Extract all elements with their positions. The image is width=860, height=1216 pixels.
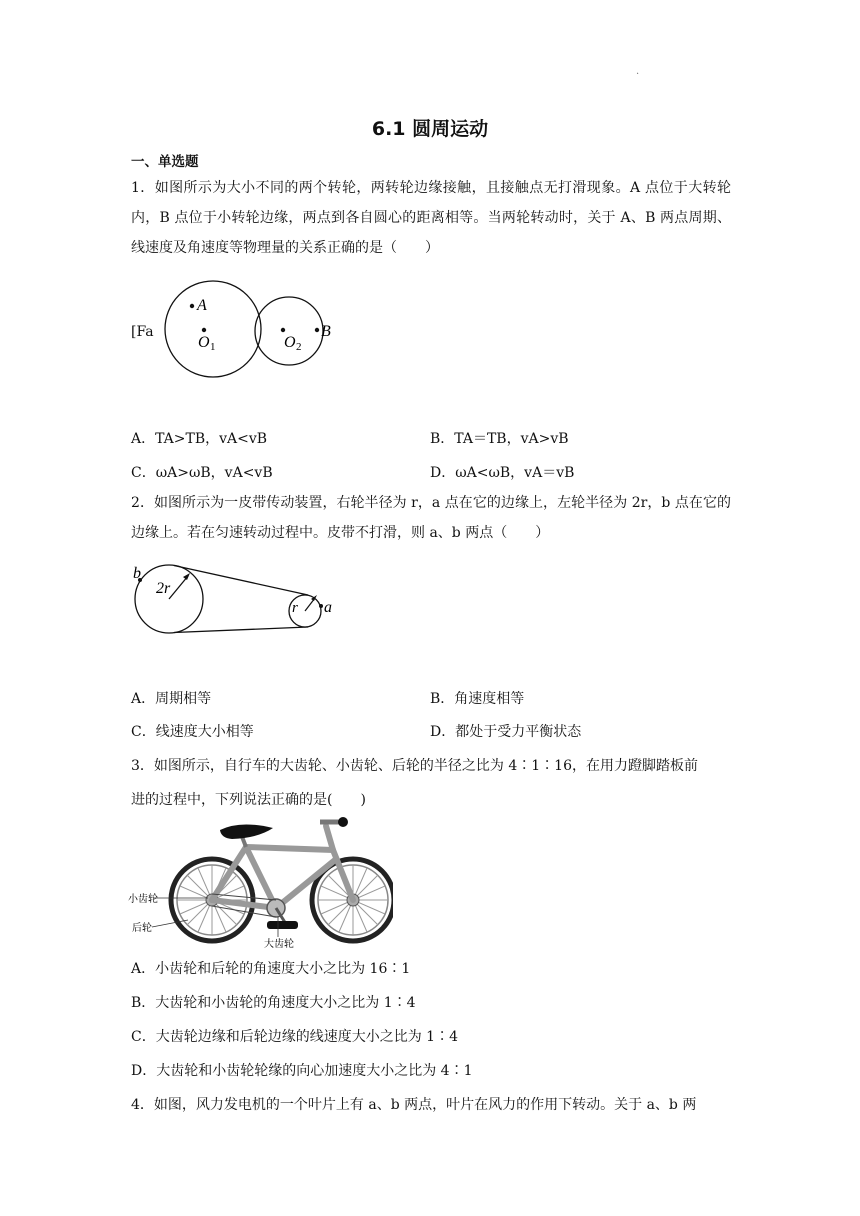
page-title: 6.1 圆周运动 <box>371 118 489 140</box>
q1-option-b[interactable]: B．TA＝TB，vA>vB <box>430 431 569 447</box>
question-2-text: 2．如图所示为一皮带传动装置，右轮半径为 r，a 点在它的边缘上，左轮半径为 2r，b 点在它的边缘上。若在匀速转动过程中。皮带不打滑，则 a、b 两点（ ） <box>131 495 731 541</box>
section-heading: 一、单选题 <box>131 154 199 170</box>
label-a: A <box>197 297 207 314</box>
q1-option-d[interactable]: D．ωA<ωB，vA＝vB <box>430 465 575 481</box>
label-a: a <box>324 599 332 616</box>
label-b: B <box>321 323 331 340</box>
q3-option-a[interactable]: A．小齿轮和后轮的角速度大小之比为 16∶1 <box>131 961 411 977</box>
belt-top <box>174 566 308 596</box>
belt-bottom <box>174 627 308 633</box>
radius-2r-arrow <box>183 573 190 580</box>
label-small-gear: 小齿轮 <box>128 894 158 905</box>
radius-2r-line <box>169 576 188 599</box>
large-wheel <box>165 281 261 377</box>
point-a-dot <box>319 604 323 608</box>
label-o1-sub: 1 <box>210 341 216 353</box>
label-b: b <box>133 565 141 582</box>
label-o2: O <box>284 334 296 351</box>
label-o2-sub: 2 <box>296 341 302 353</box>
label-o1: O <box>198 334 210 351</box>
figure-belt-drive <box>130 560 350 640</box>
label-r: r <box>292 600 298 616</box>
q2-option-c[interactable]: C．线速度大小相等 <box>131 724 254 740</box>
question-3-line-1: 3．如图所示，自行车的大齿轮、小齿轮、后轮的半径之比为 4∶1∶16，在用力蹬脚踏板前 <box>131 758 698 774</box>
q3-option-b[interactable]: B．大齿轮和小齿轮的角速度大小之比为 1∶4 <box>131 995 416 1011</box>
question-4-line-1: 4．如图，风力发电机的一个叶片上有 a、b 两点，叶片在风力的作用下转动。关于 a、b 两 <box>131 1097 697 1113</box>
q2-option-d[interactable]: D．都处于受力平衡状态 <box>430 724 582 740</box>
q2-option-a[interactable]: A．周期相等 <box>131 691 212 707</box>
center-o1-dot <box>202 328 206 332</box>
header-mark: . <box>636 66 640 77</box>
handlebar-grip <box>338 817 348 827</box>
q3-option-c[interactable]: C．大齿轮边缘和后轮边缘的线速度大小之比为 1∶4 <box>131 1029 458 1045</box>
question-1-text: 1．如图所示为大小不同的两个转轮，两转轮边缘接触，且接触点无打滑现象。A 点位于大转轮内，B 点位于小转轮边缘，两点到各自圆心的距离相等。当两轮转动时，关于 A、B 两点周期、线速度及角速度等物理量的关系正确的是（ ） <box>131 180 731 256</box>
small-wheel <box>255 297 323 365</box>
q3-option-d[interactable]: D．大齿轮和小齿轮轮缘的向心加速度大小之比为 4∶1 <box>131 1063 473 1079</box>
point-b-dot <box>315 328 319 332</box>
q2-option-b[interactable]: B．角速度相等 <box>430 691 525 707</box>
broken-image-label: [Fa <box>131 324 154 340</box>
label-2r: 2r <box>156 580 171 597</box>
bike-seat <box>220 824 273 839</box>
center-o2-dot <box>281 328 285 332</box>
figure-bicycle <box>128 812 393 952</box>
figure-two-wheels <box>150 280 350 380</box>
label-rear-wheel: 后轮 <box>132 923 152 934</box>
label-big-gear: 大齿轮 <box>264 939 294 950</box>
pedal <box>267 921 298 929</box>
question-3-line-2: 进的过程中，下列说法正确的是( ) <box>131 792 366 808</box>
q1-option-a[interactable]: A．TA>TB，vA<vB <box>131 431 268 447</box>
q1-option-c[interactable]: C．ωA>ωB，vA<vB <box>131 465 273 481</box>
point-a-dot <box>190 304 194 308</box>
